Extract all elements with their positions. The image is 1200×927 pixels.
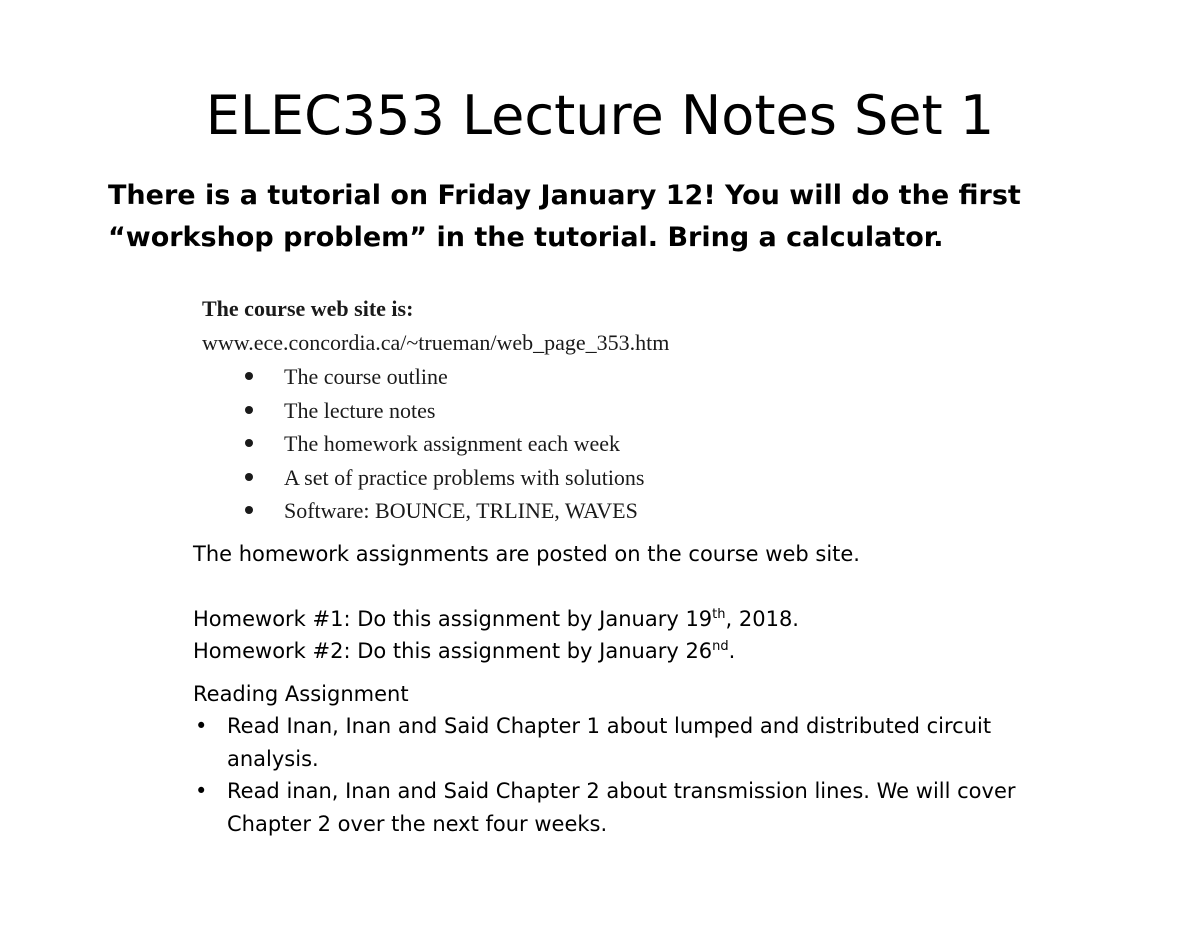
course-web-site-item — [202, 394, 822, 428]
course-web-site-item — [202, 427, 822, 461]
homework-2-ordinal: nd — [712, 639, 729, 654]
course-web-site-item — [202, 494, 822, 528]
course-web-site-item-label: Software: BOUNCE, TRLINE, WAVES — [284, 498, 638, 523]
reading-item — [193, 710, 1073, 775]
bullet-icon: • — [195, 714, 208, 738]
course-web-site-item — [202, 360, 822, 394]
course-web-site-item-label: A set of practice problems with solutions — [284, 464, 645, 490]
reading-assignment-list — [193, 710, 1073, 840]
homework-1-suffix: , 2018. — [725, 607, 799, 631]
bullet-dot-icon — [245, 439, 253, 447]
bullet-dot-icon — [245, 406, 253, 414]
homework-2-due — [193, 635, 1073, 667]
course-web-site-url: www.ece.concordia.ca/~trueman/web_page_353.htm — [202, 330, 670, 355]
homework-1-text: Homework #1: Do this assignment by January 19 — [193, 607, 713, 631]
homework-posted-note: The homework assignments are posted on the course web site. — [193, 542, 860, 566]
reading-item — [193, 775, 1073, 840]
homework-1-due — [193, 603, 1073, 635]
spacer — [193, 570, 1073, 603]
slide-body — [193, 538, 1073, 840]
bullet-dot-icon — [245, 506, 253, 514]
slide-title: ELEC353 Lecture Notes Set 1 — [205, 84, 995, 147]
reading-assignment-heading: Reading Assignment — [193, 682, 409, 706]
course-web-site-item-label: The homework assignment each week — [284, 431, 620, 456]
course-web-site-list — [202, 360, 822, 528]
reading-assignment — [193, 678, 1073, 840]
tutorial-announcement — [108, 175, 1108, 259]
reading-item-text: Read Inan, Inan and Said Chapter 1 about lumped and distributed circuit analysis. — [227, 714, 992, 771]
bullet-icon: • — [195, 779, 208, 803]
homework-1-ordinal: th — [712, 607, 726, 622]
course-web-site-item-label: The lecture notes — [284, 397, 436, 423]
bullet-dot-icon — [245, 473, 253, 481]
bullet-dot-icon — [245, 372, 253, 380]
course-web-site-item-label: The course outline — [284, 364, 448, 389]
announcement-line-2: “workshop problem” in the tutorial. Bring a calculator. — [108, 222, 944, 253]
reading-item-text: Read inan, Inan and Said Chapter 2 about transmission lines. We will cover Chapter 2 over the next four weeks. — [227, 779, 1016, 836]
course-web-site-heading: The course web site is: — [202, 296, 414, 321]
course-web-site-image — [202, 292, 822, 528]
course-web-site-item — [202, 461, 822, 495]
announcement-line-1: There is a tutorial on Friday January 12! You will do the first — [108, 180, 1021, 211]
spacer — [193, 667, 1073, 678]
homework-2-text: Homework #2: Do this assignment by January 26 — [193, 639, 713, 663]
homework-2-suffix: . — [728, 639, 736, 663]
